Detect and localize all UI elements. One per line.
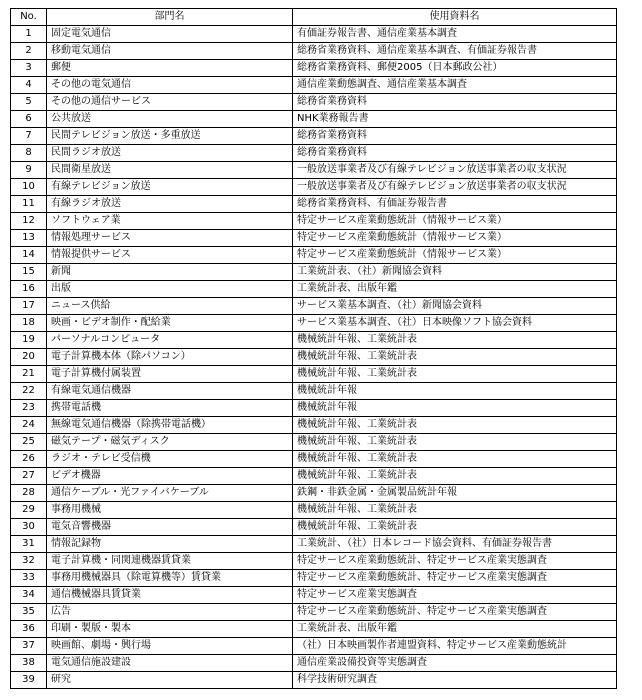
source-data-name: 機械統計年報 [293, 400, 617, 417]
header-no: No. [11, 9, 47, 26]
row-number: 12 [11, 213, 47, 230]
source-data-name: 一般放送事業者及び有線テレビジョン放送事業者の収支状況 [293, 162, 617, 179]
department-name: 民間テレビジョン放送・多重放送 [47, 128, 293, 145]
header-row [11, 9, 617, 26]
source-data-name: 機械統計年報 [293, 383, 617, 400]
row-number: 24 [11, 417, 47, 434]
department-name: ラジオ・テレビ受信機 [47, 451, 293, 468]
department-name: 有線ラジオ放送 [47, 196, 293, 213]
row-number: 38 [11, 655, 47, 672]
source-data-name: 特定サービス産業動態統計、特定サービス産業実態調査 [293, 553, 617, 570]
department-name: 電気通信施設建設 [47, 655, 293, 672]
row-number: 39 [11, 672, 47, 689]
row-number: 4 [11, 77, 47, 94]
table-row [11, 383, 617, 400]
table-row [11, 77, 617, 94]
row-number: 3 [11, 60, 47, 77]
table-row [11, 349, 617, 366]
department-name: 有線電気通信機器 [47, 383, 293, 400]
row-number: 8 [11, 145, 47, 162]
department-name: パーソナルコンピュータ [47, 332, 293, 349]
department-name: ビデオ機器 [47, 468, 293, 485]
table-row [11, 145, 617, 162]
source-data-name: サービス業基本調査、（社）新聞協会資料 [293, 298, 617, 315]
table-row [11, 43, 617, 60]
department-name: 有線テレビジョン放送 [47, 179, 293, 196]
row-number: 35 [11, 604, 47, 621]
row-number: 16 [11, 281, 47, 298]
table-row [11, 417, 617, 434]
department-name: 固定電気通信 [47, 26, 293, 43]
source-data-name: 鉄鋼・非鉄金属・金属製品統計年報 [293, 485, 617, 502]
department-name: 移動電気通信 [47, 43, 293, 60]
row-number: 36 [11, 621, 47, 638]
department-name: 通信ケーブル・光ファイバケーブル [47, 485, 293, 502]
table-row [11, 162, 617, 179]
department-name: 出版 [47, 281, 293, 298]
department-name: 携帯電話機 [47, 400, 293, 417]
table-row [11, 196, 617, 213]
table-row [11, 332, 617, 349]
row-number: 7 [11, 128, 47, 145]
table-row [11, 434, 617, 451]
department-name: 事務用機械 [47, 502, 293, 519]
table-row [11, 366, 617, 383]
table-row [11, 570, 617, 587]
source-data-name: 工業統計表、出版年鑑 [293, 281, 617, 298]
source-data-name: 工業統計、（社）日本レコード協会資料、有価証券報告書 [293, 536, 617, 553]
source-data-name: 通信産業設備投資等実態調査 [293, 655, 617, 672]
row-number: 14 [11, 247, 47, 264]
source-data-name: 機械統計年報、工業統計表 [293, 502, 617, 519]
table-row [11, 587, 617, 604]
table-row [11, 179, 617, 196]
source-data-name: サービス業基本調査、（社）日本映像ソフト協会資料 [293, 315, 617, 332]
source-data-name: NHK業務報告書 [293, 111, 617, 128]
source-data-name: 機械統計年報、工業統計表 [293, 519, 617, 536]
table-row [11, 26, 617, 43]
table-row [11, 94, 617, 111]
table-row [11, 451, 617, 468]
row-number: 22 [11, 383, 47, 400]
department-name: 民間衛星放送 [47, 162, 293, 179]
row-number: 17 [11, 298, 47, 315]
table-row [11, 672, 617, 689]
source-data-name: 機械統計年報、工業統計表 [293, 451, 617, 468]
department-name: 情報処理サービス [47, 230, 293, 247]
row-number: 37 [11, 638, 47, 655]
row-number: 6 [11, 111, 47, 128]
table-row [11, 536, 617, 553]
table-row [11, 128, 617, 145]
table-row [11, 281, 617, 298]
department-name: その他の通信サービス [47, 94, 293, 111]
source-data-name: 総務省業務資料 [293, 94, 617, 111]
row-number: 9 [11, 162, 47, 179]
department-name: 通信機械器具賃貸業 [47, 587, 293, 604]
department-name: 公共放送 [47, 111, 293, 128]
department-name: ニュース供給 [47, 298, 293, 315]
source-data-name: 総務省業務資料 [293, 128, 617, 145]
row-number: 20 [11, 349, 47, 366]
row-number: 18 [11, 315, 47, 332]
row-number: 32 [11, 553, 47, 570]
department-name: 電子計算機・同関連機器賃貸業 [47, 553, 293, 570]
source-data-name: 特定サービス産業動態統計（情報サービス業） [293, 213, 617, 230]
table-row [11, 230, 617, 247]
source-data-name: 特定サービス産業実態調査 [293, 587, 617, 604]
department-name: 情報提供サービス [47, 247, 293, 264]
table-row [11, 213, 617, 230]
source-data-name: 工業統計表、出版年鑑 [293, 621, 617, 638]
department-name: 事務用機械器具（除電算機等）賃貸業 [47, 570, 293, 587]
table-row [11, 502, 617, 519]
table-row [11, 298, 617, 315]
source-data-name: 機械統計年報、工業統計表 [293, 468, 617, 485]
row-number: 1 [11, 26, 47, 43]
table-row [11, 247, 617, 264]
department-name: 情報記録物 [47, 536, 293, 553]
row-number: 25 [11, 434, 47, 451]
table-row [11, 485, 617, 502]
source-data-name: 総務省業務資料 [293, 145, 617, 162]
source-data-name: 総務省業務資料、有価証券報告書 [293, 196, 617, 213]
department-name: 研究 [47, 672, 293, 689]
source-data-name: 特定サービス産業動態統計、特定サービス産業実態調査 [293, 604, 617, 621]
source-data-name: 機械統計年報、工業統計表 [293, 366, 617, 383]
table-row [11, 621, 617, 638]
row-number: 23 [11, 400, 47, 417]
department-name: 郵便 [47, 60, 293, 77]
table-row [11, 638, 617, 655]
row-number: 15 [11, 264, 47, 281]
source-data-name: （社）日本映画製作者連盟資料、特定サービス産業動態統計 [293, 638, 617, 655]
table-row [11, 400, 617, 417]
source-data-name: 特定サービス産業動態統計、特定サービス産業実態調査 [293, 570, 617, 587]
header-source: 使用資料名 [293, 9, 617, 26]
department-name: 無線電気通信機器（除携帯電話機） [47, 417, 293, 434]
source-data-name: 機械統計年報、工業統計表 [293, 349, 617, 366]
department-name: 映画館、劇場・興行場 [47, 638, 293, 655]
row-number: 27 [11, 468, 47, 485]
department-name: 磁気テープ・磁気ディスク [47, 434, 293, 451]
department-name: 電子計算機本体（除パソコン） [47, 349, 293, 366]
source-data-name: 通信産業動態調査、通信産業基本調査 [293, 77, 617, 94]
table-row [11, 315, 617, 332]
department-name: 電気音響機器 [47, 519, 293, 536]
department-name: その他の電気通信 [47, 77, 293, 94]
source-data-name: 機械統計年報、工業統計表 [293, 332, 617, 349]
row-number: 33 [11, 570, 47, 587]
department-name: 印刷・製版・製本 [47, 621, 293, 638]
source-data-name: 有価証券報告書、通信産業基本調査 [293, 26, 617, 43]
department-name: 民間ラジオ放送 [47, 145, 293, 162]
table-row [11, 468, 617, 485]
department-name: ソフトウェア業 [47, 213, 293, 230]
row-number: 29 [11, 502, 47, 519]
source-data-name: 機械統計年報、工業統計表 [293, 434, 617, 451]
row-number: 21 [11, 366, 47, 383]
source-data-name: 特定サービス産業動態統計（情報サービス業） [293, 247, 617, 264]
row-number: 19 [11, 332, 47, 349]
row-number: 5 [11, 94, 47, 111]
table-row [11, 264, 617, 281]
table-row [11, 604, 617, 621]
table-row [11, 553, 617, 570]
source-data-name: 機械統計年報、工業統計表 [293, 417, 617, 434]
department-name: 新聞 [47, 264, 293, 281]
source-data-name: 総務省業務資料、郵便2005（日本郵政公社） [293, 60, 617, 77]
row-number: 34 [11, 587, 47, 604]
department-name: 電子計算機付属装置 [47, 366, 293, 383]
source-data-name: 総務省業務資料、通信産業基本調査、有価証券報告書 [293, 43, 617, 60]
table-row [11, 60, 617, 77]
row-number: 10 [11, 179, 47, 196]
department-name: 広告 [47, 604, 293, 621]
source-data-name: 一般放送事業者及び有線テレビジョン放送事業者の収支状況 [293, 179, 617, 196]
source-data-name: 特定サービス産業動態統計（情報サービス業） [293, 230, 617, 247]
department-name: 映画・ビデオ制作・配給業 [47, 315, 293, 332]
source-data-name: 工業統計表、（社）新聞協会資料 [293, 264, 617, 281]
row-number: 26 [11, 451, 47, 468]
table-row [11, 111, 617, 128]
header-department: 部門名 [47, 9, 293, 26]
row-number: 13 [11, 230, 47, 247]
row-number: 30 [11, 519, 47, 536]
source-data-name: 科学技術研究調査 [293, 672, 617, 689]
data-table [10, 8, 617, 689]
table-row [11, 519, 617, 536]
table-row [11, 655, 617, 672]
row-number: 11 [11, 196, 47, 213]
row-number: 2 [11, 43, 47, 60]
row-number: 31 [11, 536, 47, 553]
row-number: 28 [11, 485, 47, 502]
